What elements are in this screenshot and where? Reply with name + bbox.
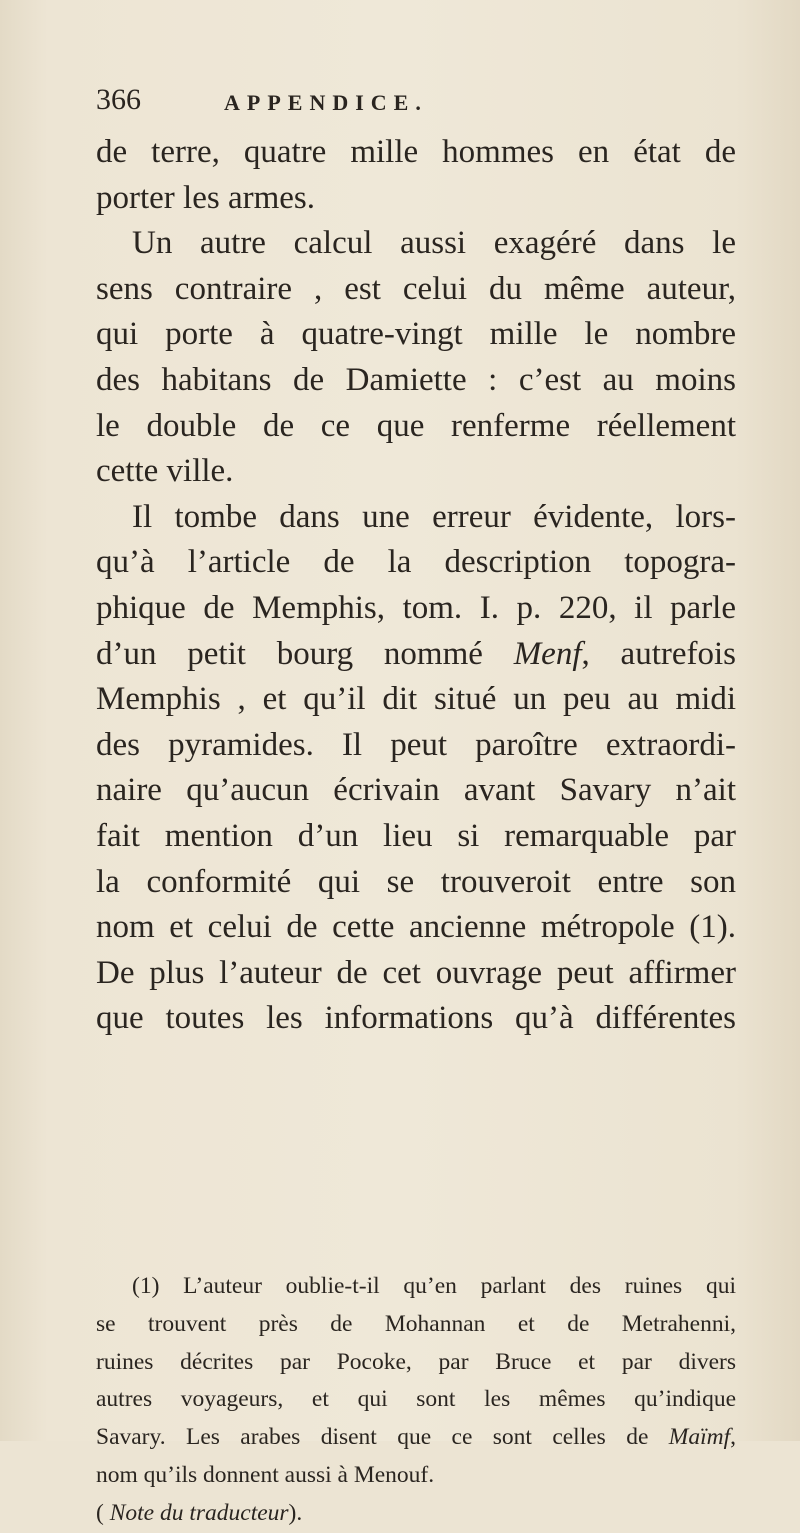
footnote-segment: Savary. Les arabes disent que ce sont celles de	[96, 1424, 669, 1451]
text-line: naire qu’aucun écrivain avant Savary n’ait	[96, 772, 736, 809]
text-line: Il tombe dans une erreur évidente, lors-	[132, 498, 736, 535]
text-line: Memphis , et qu’il dit situé un peu au midi	[96, 681, 736, 718]
text-segment: , autrefois	[581, 635, 736, 672]
footnote-line	[96, 1419, 736, 1457]
text-segment: d’un petit bourg nommé	[96, 635, 514, 672]
text-line	[96, 632, 736, 678]
footnote-line: nom qu’ils donnent aussi à Menouf.	[96, 1461, 435, 1488]
text-line: des habitans de Damiette : c’est au moins	[96, 361, 736, 398]
text-line: Un autre calcul aussi exagéré dans le	[132, 225, 736, 262]
text-line: cette ville.	[96, 453, 234, 490]
footnote-line: ruines décrites par Pocoke, par Bruce et par divers	[96, 1348, 736, 1375]
footnote-line: se trouvent près de Mohannan et de Metrahenni,	[96, 1310, 736, 1337]
footnote	[96, 1268, 736, 1533]
text-line: qui porte à quatre-vingt mille le nombre	[96, 316, 736, 353]
page-number: 366	[96, 83, 141, 116]
page-header	[96, 78, 736, 128]
text-line: des pyramides. Il peut paroître extraordi-	[96, 726, 736, 763]
text-line: que toutes les informations qu’à différentes	[96, 1000, 736, 1037]
italic-word-menf: Menf	[513, 635, 582, 672]
main-text	[96, 130, 736, 1042]
footnote-line: (1) L’auteur oublie-t-il qu’en parlant des ruines qui	[132, 1273, 736, 1299]
translator-note-label: Note du traducteur	[109, 1499, 289, 1526]
text-line: phique de Memphis, tom. I. p. 220, il parle	[96, 589, 736, 626]
text-line: de terre, quatre mille hommes en état de	[96, 134, 736, 170]
text-line: fait mention d’un lieu si remarquable par	[96, 817, 736, 854]
footnote-segment: ,	[730, 1424, 736, 1451]
text-line: le double de ce que renferme réellement	[96, 407, 736, 444]
text-line: sens contraire , est celui du même auteur,	[96, 270, 736, 307]
text-line: nom et celui de cette ancienne métropole (1).	[96, 909, 736, 946]
text-line: De plus l’auteur de cet ouvrage peut affirmer	[96, 954, 736, 991]
text-line: porter les armes.	[96, 179, 315, 216]
footnote-segment: ).	[288, 1499, 303, 1526]
text-line: qu’à l’article de la description topogra-	[96, 544, 736, 581]
text-line: la conformité qui se trouveroit entre son	[96, 863, 736, 900]
footnote-line: autres voyageurs, et qui sont les mêmes qu’indique	[96, 1386, 736, 1413]
footnote-segment: (	[96, 1499, 110, 1526]
italic-word-maimf: Maïmf	[668, 1424, 731, 1451]
footnote-line	[96, 1495, 736, 1533]
running-head: APPENDICE.	[224, 90, 428, 115]
